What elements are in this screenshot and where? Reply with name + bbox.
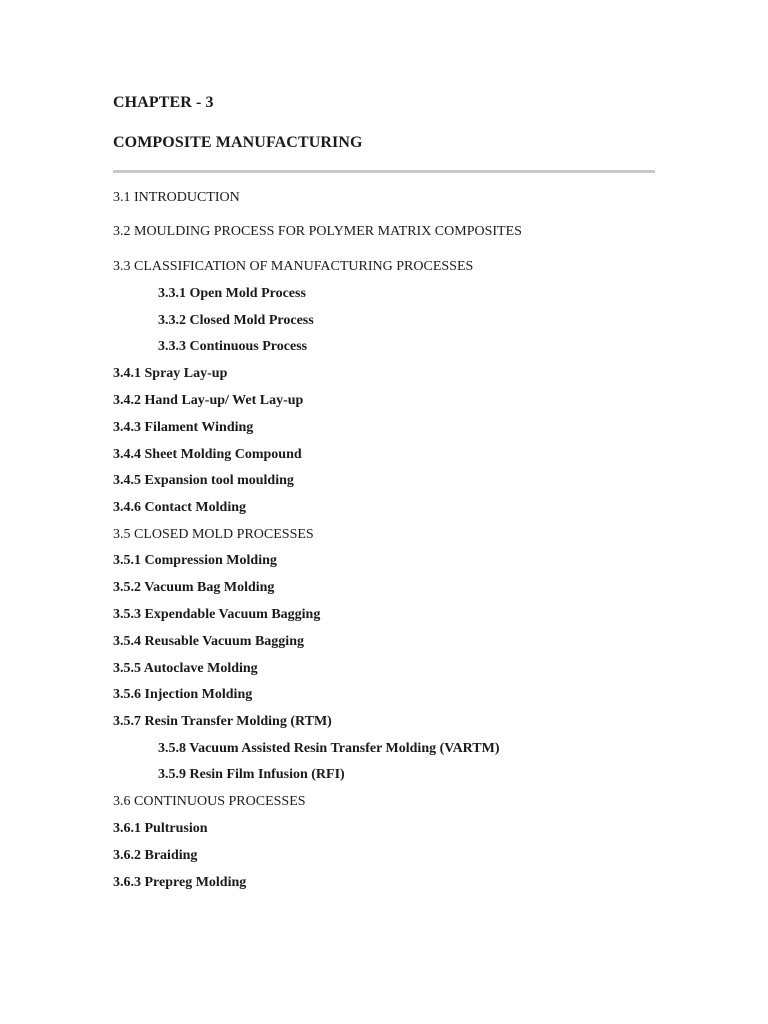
toc-item: 3.3.2 Closed Mold Process <box>158 313 314 328</box>
toc-item: 3.5.4 Reusable Vacuum Bagging <box>113 634 304 649</box>
toc-item: 3.5 CLOSED MOLD PROCESSES <box>113 527 314 542</box>
toc-item: 3.4.2 Hand Lay-up/ Wet Lay-up <box>113 393 304 408</box>
toc-item: 3.5.5 Autoclave Molding <box>113 661 258 676</box>
toc-item: 3.5.3 Expendable Vacuum Bagging <box>113 607 321 622</box>
toc-item: 3.3 CLASSIFICATION OF MANUFACTURING PROCESSES <box>113 259 474 274</box>
toc-item: 3.3.3 Continuous Process <box>158 339 308 354</box>
toc-item: 3.2 MOULDING PROCESS FOR POLYMER MATRIX COMPOSITES <box>113 224 522 239</box>
chapter-title: COMPOSITE MANUFACTURING <box>113 134 363 151</box>
toc-item: 3.6.3 Prepreg Molding <box>113 875 247 890</box>
toc-item: 3.5.2 Vacuum Bag Molding <box>113 580 275 595</box>
title-divider <box>113 170 655 173</box>
toc-item: 3.4.3 Filament Winding <box>113 420 254 435</box>
toc-item: 3.4.6 Contact Molding <box>113 500 246 515</box>
toc-item: 3.5.7 Resin Transfer Molding (RTM) <box>113 714 332 729</box>
toc-item: 3.4.1 Spray Lay-up <box>113 366 228 381</box>
toc-item: 3.5.6 Injection Molding <box>113 687 253 702</box>
chapter-label: CHAPTER - 3 <box>113 94 214 111</box>
toc-item: 3.6.2 Braiding <box>113 848 198 863</box>
toc-item: 3.4.5 Expansion tool moulding <box>113 473 294 488</box>
toc-item: 3.6.1 Pultrusion <box>113 821 208 836</box>
toc-item: 3.4.4 Sheet Molding Compound <box>113 447 302 462</box>
toc-item: 3.3.1 Open Mold Process <box>158 286 306 301</box>
toc-item: 3.5.9 Resin Film Infusion (RFI) <box>158 767 345 782</box>
toc-item: 3.5.1 Compression Molding <box>113 553 277 568</box>
toc-item: 3.6 CONTINUOUS PROCESSES <box>113 794 306 809</box>
toc-item: 3.1 INTRODUCTION <box>113 190 240 205</box>
toc-item: 3.5.8 Vacuum Assisted Resin Transfer Molding (VARTM) <box>158 741 500 756</box>
